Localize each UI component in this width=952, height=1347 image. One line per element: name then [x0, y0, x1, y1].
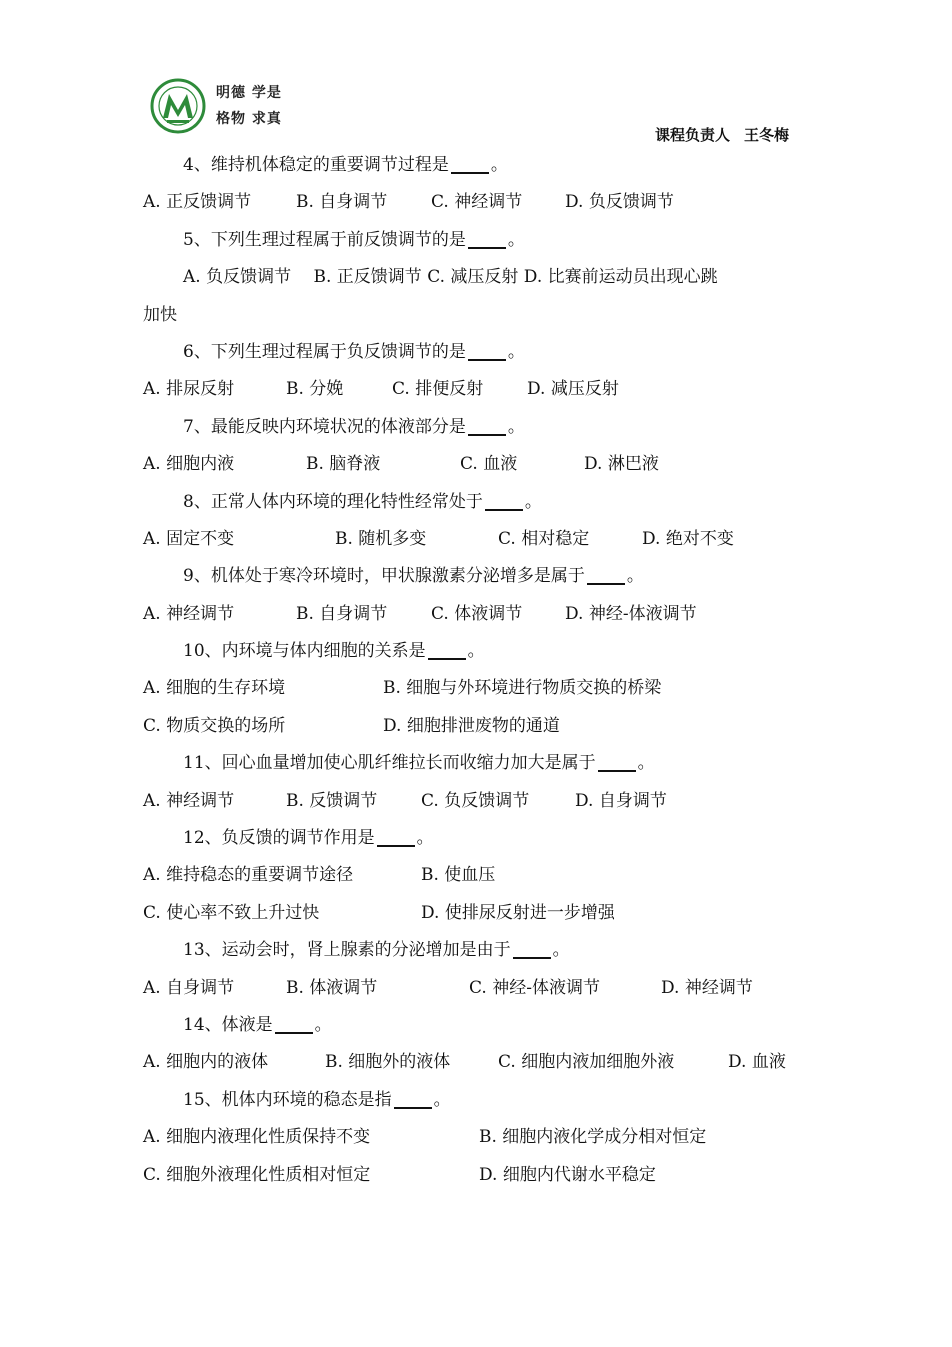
question-14-stem: 14、体液是 。: [143, 1007, 823, 1044]
option-d: D. 使排尿反射进一步增强: [421, 902, 615, 923]
question-10-options-row-1: [143, 670, 823, 707]
motto-line-1: 明德 学是: [216, 85, 282, 101]
option-b: B. 细胞外的液体: [325, 1052, 451, 1073]
question-5-stem: 5、下列生理过程属于前反馈调节的是 。: [143, 222, 823, 259]
answer-blank: [377, 825, 415, 847]
question-8-options: [143, 521, 823, 558]
question-13-options: [143, 970, 823, 1007]
option-a: A. 维持稳态的重要调节途径: [143, 865, 354, 886]
question-6-options: [143, 371, 823, 408]
course-instructor: [655, 124, 789, 145]
question-7-options: [143, 446, 823, 483]
option-d: D. 神经-体液调节: [565, 603, 697, 624]
answer-blank: [468, 227, 506, 249]
option-d: D. 绝对不变: [642, 528, 734, 549]
option-b: B. 自身调节: [296, 192, 388, 213]
answer-blank: [451, 152, 489, 174]
question-12-options-row-2: [143, 895, 823, 932]
option-d: D. 神经调节: [661, 977, 753, 998]
option-a: A. 神经调节: [143, 790, 235, 811]
university-emblem-icon: [150, 78, 206, 134]
option-d: D. 负反馈调节: [565, 192, 674, 213]
option-b: B. 分娩: [286, 379, 344, 400]
question-4-options: [143, 184, 823, 221]
option-d: D. 自身调节: [575, 790, 667, 811]
instructor-label: 课程负责人: [655, 126, 731, 144]
answer-blank: [275, 1012, 313, 1034]
instructor-name: 王冬梅: [744, 126, 790, 144]
question-11-stem: 11、回心血量增加使心肌纤维拉长而收缩力加大是属于 。: [143, 745, 823, 782]
question-6-stem: 6、下列生理过程属于负反馈调节的是 。: [143, 334, 823, 371]
option-c: C. 细胞外液理化性质相对恒定: [143, 1164, 371, 1185]
question-7-stem: 7、最能反映内环境状况的体液部分是 。: [143, 409, 823, 446]
option-b: B. 细胞与外环境进行物质交换的桥梁: [383, 678, 662, 699]
option-c: C. 细胞内液加细胞外液: [498, 1052, 675, 1073]
answer-blank: [428, 638, 466, 660]
question-15-stem: 15、机体内环境的稳态是指 。: [143, 1082, 823, 1119]
option-a: A. 细胞内的液体: [143, 1052, 269, 1073]
option-a: A. 自身调节: [143, 977, 235, 998]
question-8-stem: 8、正常人体内环境的理化特性经常处于 。: [143, 484, 823, 521]
option-c: C. 负反馈调节: [421, 790, 530, 811]
option-c: C. 体液调节: [431, 603, 523, 624]
answer-blank: [485, 489, 523, 511]
motto-line-2: 格物 求真: [216, 111, 282, 127]
question-10-options-row-2: [143, 708, 823, 745]
option-b: B. 使血压: [421, 865, 496, 886]
option-d: D. 减压反射: [527, 379, 619, 400]
option-c: C. 使心率不致上升过快: [143, 902, 320, 923]
option-a: A. 排尿反射: [143, 379, 235, 400]
option-a: A. 细胞内液: [143, 454, 235, 475]
option-a: A. 细胞内液理化性质保持不变: [143, 1127, 371, 1148]
option-c: C. 神经-体液调节: [469, 977, 600, 998]
option-d: D. 细胞内代谢水平稳定: [479, 1164, 656, 1185]
option-b: B. 细胞内液化学成分相对恒定: [479, 1127, 707, 1148]
option-c: C. 相对稳定: [498, 528, 590, 549]
question-15-options-row-2: [143, 1157, 823, 1194]
option-a: A. 正反馈调节: [143, 192, 252, 213]
option-b: B. 反馈调节: [286, 790, 378, 811]
answer-blank: [598, 750, 636, 772]
question-14-options: [143, 1044, 823, 1081]
answer-blank: [394, 1087, 432, 1109]
university-logo: [150, 76, 290, 136]
option-b: B. 脑脊液: [306, 454, 381, 475]
option-c: C. 排便反射: [392, 379, 484, 400]
answer-blank: [587, 563, 625, 585]
option-d: D. 淋巴液: [584, 454, 659, 475]
question-5-options: A. 负反馈调节 B. 正反馈调节 C. 减压反射 D. 比赛前运动员出现心跳: [183, 267, 718, 288]
option-b: B. 自身调节: [296, 603, 388, 624]
question-15-options-row-1: [143, 1119, 823, 1156]
question-9-options: [143, 596, 823, 633]
question-10-stem: 10、内环境与体内细胞的关系是 。: [143, 633, 823, 670]
answer-blank: [468, 414, 506, 436]
question-5-options-continued: 加快: [143, 304, 177, 325]
option-a: A. 细胞的生存环境: [143, 678, 286, 699]
question-12-options-row-1: [143, 857, 823, 894]
question-4-stem: 4、维持机体稳定的重要调节过程是 。: [143, 147, 823, 184]
option-c: C. 神经调节: [431, 192, 523, 213]
option-d: D. 细胞排泄废物的通道: [383, 715, 560, 736]
question-9-stem: 9、机体处于寒冷环境时，甲状腺激素分泌增多是属于 。: [143, 558, 823, 595]
option-a: A. 固定不变: [143, 528, 235, 549]
option-a: A. 神经调节: [143, 603, 235, 624]
option-b: B. 体液调节: [286, 977, 378, 998]
question-11-options: [143, 783, 823, 820]
answer-blank: [468, 339, 506, 361]
option-b: B. 随机多变: [335, 528, 427, 549]
question-list: [143, 147, 823, 1194]
answer-blank: [513, 937, 551, 959]
option-c: C. 血液: [460, 454, 518, 475]
question-13-stem: 13、运动会时，肾上腺素的分泌增加是由于 。: [143, 932, 823, 969]
question-12-stem: 12、负反馈的调节作用是 。: [143, 820, 823, 857]
option-c: C. 物质交换的场所: [143, 715, 286, 736]
option-d: D. 血液: [728, 1052, 786, 1073]
